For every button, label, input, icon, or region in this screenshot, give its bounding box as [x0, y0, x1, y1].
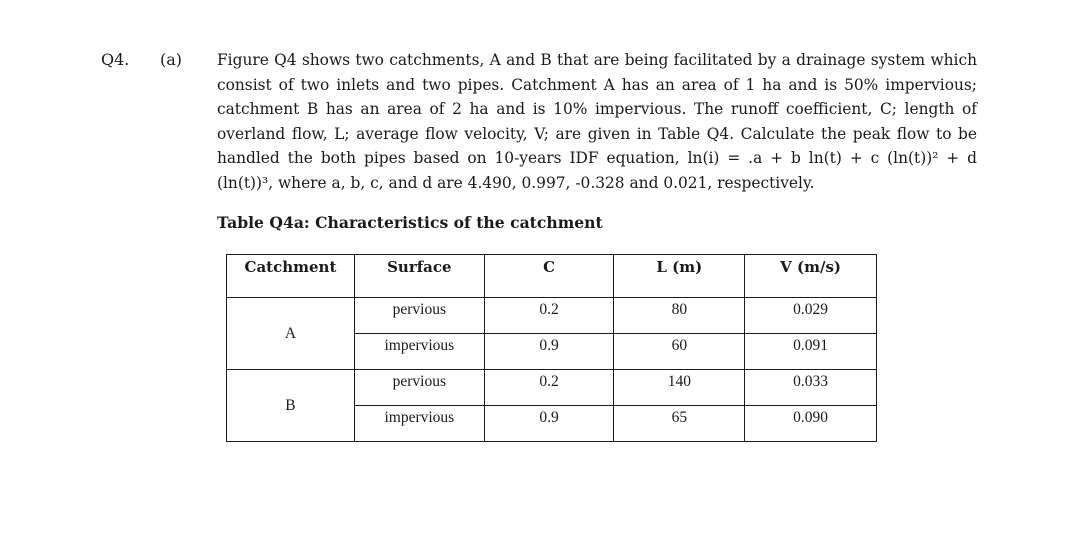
- l-cell: 80: [614, 298, 745, 334]
- l-cell: 140: [614, 370, 745, 406]
- c-cell: 0.9: [484, 334, 614, 370]
- question-part: (a): [160, 50, 183, 69]
- catchment-cell: A: [227, 298, 355, 370]
- c-cell: 0.9: [484, 406, 614, 442]
- table-row: [227, 370, 877, 406]
- header-c: C: [484, 255, 614, 298]
- catchment-cell: B: [227, 370, 355, 442]
- surface-cell: pervious: [354, 370, 484, 406]
- surface-cell: impervious: [354, 334, 484, 370]
- header-l: L (m): [614, 255, 745, 298]
- header-surface: Surface: [354, 255, 484, 298]
- question-number: Q4.: [101, 50, 130, 69]
- l-cell: 60: [614, 334, 745, 370]
- table-title: Table Q4a: Characteristics of the catchment: [217, 213, 603, 232]
- v-cell: 0.090: [745, 406, 877, 442]
- header-catchment: Catchment: [227, 255, 355, 298]
- v-cell: 0.033: [745, 370, 877, 406]
- v-cell: 0.029: [745, 298, 877, 334]
- header-v: V (m/s): [745, 255, 877, 298]
- l-cell: 65: [614, 406, 745, 442]
- surface-cell: impervious: [354, 406, 484, 442]
- c-cell: 0.2: [484, 370, 614, 406]
- catchment-table: [226, 254, 877, 442]
- c-cell: 0.2: [484, 298, 614, 334]
- table-header-row: [227, 255, 877, 298]
- v-cell: 0.091: [745, 334, 877, 370]
- question-text: Figure Q4 shows two catchments, A and B that are being facilitated by a drainage system which consist of two inlets and two pipes. Catchment A has an area of 1 ha and is 50% impervious; catchment B has an area of 2 ha and is 10% impervious. The runoff coefficient, C; length of overland flow, L; average flow velocity, V; are given in Table Q4. Calculate the peak flow to be handled the both pipes based on 10-years IDF equation, ln(i) = .a + b ln(t) + c (ln(t))² + d (ln(t))³, where a, b, c, and d are 4.490, 0.997, -0.328 and 0.021, respectively.: [217, 51, 977, 192]
- table-row: [227, 298, 877, 334]
- surface-cell: pervious: [354, 298, 484, 334]
